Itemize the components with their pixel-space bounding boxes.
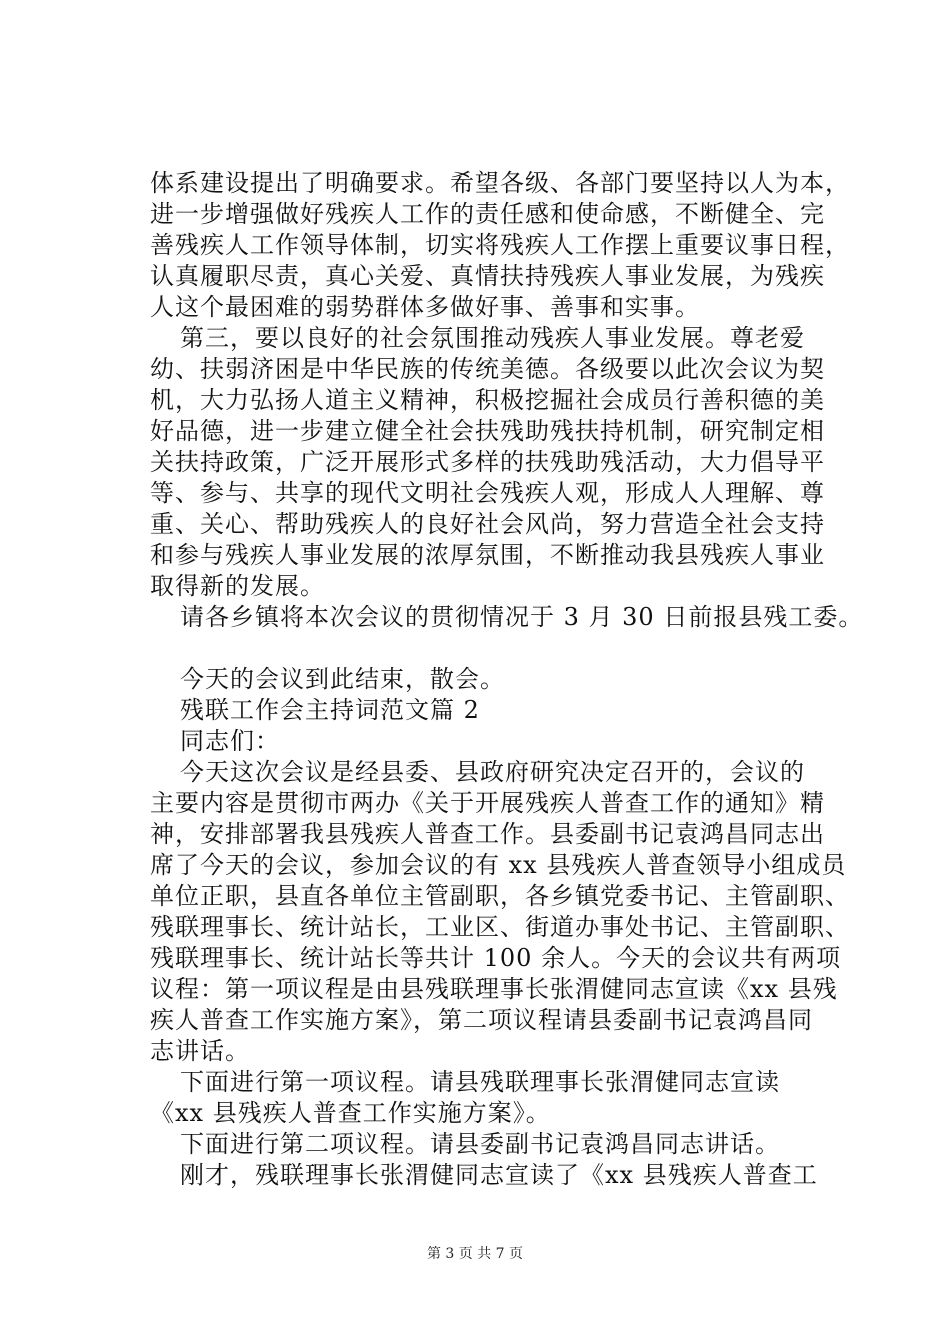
text-line: 认真履职尽责，真心关爱、真情扶持残疾人事业发展，为残疾 <box>150 262 825 290</box>
text-line: 残联理事长、统计站长等共计 100 余人。今天的会议共有两项 <box>150 944 842 972</box>
text-line: 《xx 县残疾人普查工作实施方案》。 <box>150 1099 551 1127</box>
text-line: 今天的会议到此结束，散会。 <box>180 665 505 693</box>
text-line: 刚才，残联理事长张渭健同志宣读了《xx 县残疾人普查工 <box>180 1161 818 1189</box>
text-line: 残联理事长、统计站长，工业区、街道办事处书记、主管副职、 <box>150 913 850 941</box>
text-line: 好品德，进一步建立健全社会扶残助残扶持机制，研究制定相 <box>150 417 825 445</box>
text-line: 今天这次会议是经县委、县政府研究决定召开的，会议的 <box>180 758 805 786</box>
text-line: 下面进行第一项议程。请县残联理事长张渭健同志宣读 <box>180 1068 780 1096</box>
text-line: 和参与残疾人事业发展的浓厚氛围，不断推动我县残疾人事业 <box>150 541 825 569</box>
text-line: 进一步增强做好残疾人工作的责任感和使命感，不断健全、完 <box>150 200 825 228</box>
text-line: 机，大力弘扬人道主义精神，积极挖掘社会成员行善积德的美 <box>150 386 825 414</box>
salutation: 同志们： <box>180 727 280 755</box>
text-line: 善残疾人工作领导体制，切实将残疾人工作摆上重要议事日程， <box>150 231 850 259</box>
text-line: 重、关心、帮助残疾人的良好社会风尚，努力营造全社会支持 <box>150 510 825 538</box>
text-line: 请各乡镇将本次会议的贯彻情况于 3 月 30 日前报县残工委。 <box>180 603 864 631</box>
section-title: 残联工作会主持词范文篇 2 <box>180 696 480 724</box>
text-line: 人这个最困难的弱势群体多做好事、善事和实事。 <box>150 293 700 321</box>
text-line: 议程：第一项议程是由县残联理事长张渭健同志宣读《xx 县残 <box>150 975 838 1003</box>
text-line: 关扶持政策，广泛开展形式多样的扶残助残活动，大力倡导平 <box>150 448 825 476</box>
text-line: 等、参与、共享的现代文明社会残疾人观，形成人人理解、尊 <box>150 479 825 507</box>
text-line: 单位正职，县直各单位主管副职，各乡镇党委书记、主管副职、 <box>150 882 850 910</box>
text-line: 神，安排部署我县残疾人普查工作。县委副书记袁鸿昌同志出 <box>150 820 825 848</box>
page-footer: 第 3 页 共 7 页 <box>426 1246 524 1262</box>
text-line: 幼、扶弱济困是中华民族的传统美德。各级要以此次会议为契 <box>150 355 825 383</box>
text-line: 下面进行第二项议程。请县委副书记袁鸿昌同志讲话。 <box>180 1130 780 1158</box>
text-line: 志讲话。 <box>150 1037 250 1065</box>
text-line: 疾人普查工作实施方案》，第二项议程请县委副书记袁鸿昌同 <box>150 1006 813 1034</box>
blank-line <box>150 633 850 664</box>
text-line: 第三，要以良好的社会氛围推动残疾人事业发展。尊老爱 <box>180 324 805 352</box>
text-line: 体系建设提出了明确要求。希望各级、各部门要坚持以人为本， <box>150 169 850 197</box>
document-body <box>150 168 864 1191</box>
text-line: 席了今天的会议，参加会议的有 xx 县残疾人普查领导小组成员 <box>150 851 847 879</box>
text-line: 主要内容是贯彻市两办《关于开展残疾人普查工作的通知》精 <box>150 789 825 817</box>
text-line: 取得新的发展。 <box>150 572 325 600</box>
